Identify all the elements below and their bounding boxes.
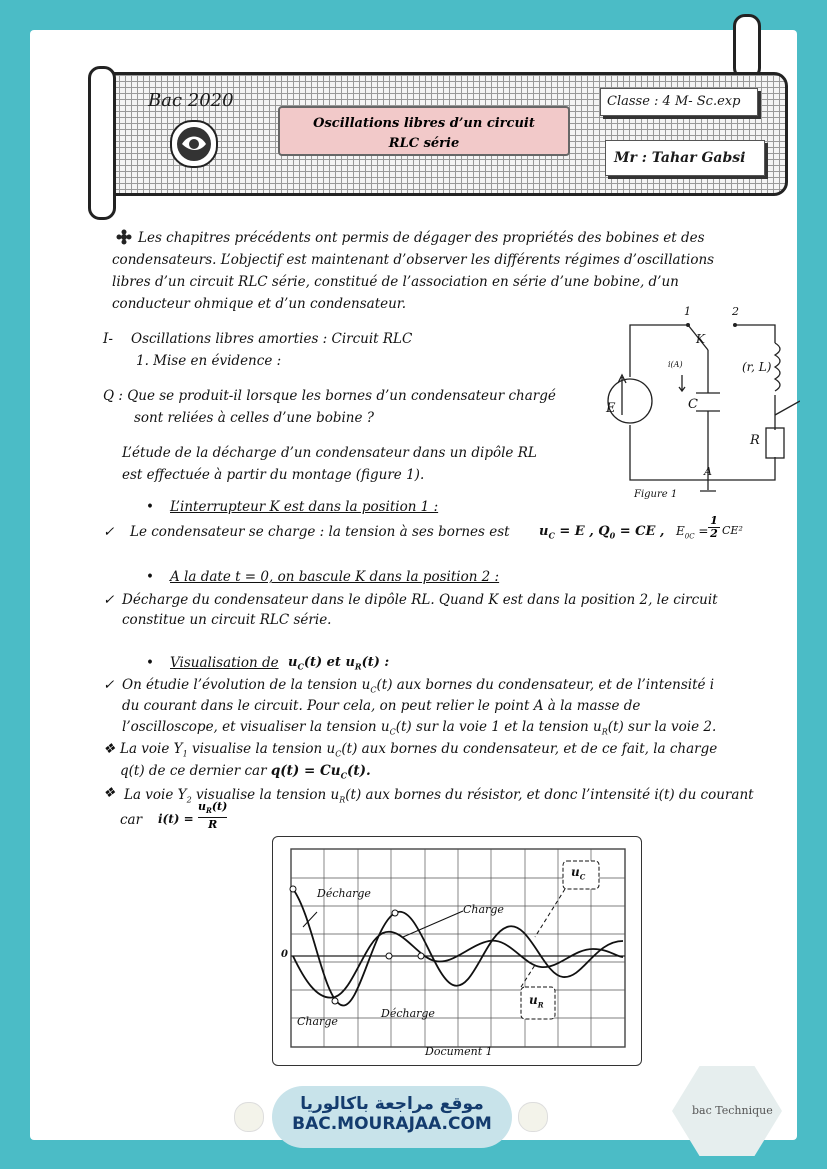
classe-box: Classe : 4 M- Sc.exp: [600, 88, 758, 116]
current-formula: i(t) =: [158, 812, 194, 826]
voie1-line-1: La voie $Y_1$ visualise la tension $u_C(t)$ aux bornes du condensateur, et de ce fait, la charge: [120, 741, 718, 759]
visualisation-label: Visualisation de: [170, 655, 279, 671]
intro-line-3: libres d’un circuit RLC série, constitué de l’association en série d’une bobine, d’un: [112, 274, 679, 290]
teacher-box: Mr : Tahar Gabsi: [605, 140, 765, 176]
bac-logo-icon: [172, 122, 216, 166]
title-line-2: RLC série: [388, 136, 460, 151]
current-fraction: $u_R(t)$ R: [198, 800, 228, 832]
label-decharge-top: Décharge: [317, 887, 371, 900]
intro-line-4: conducteur ohmique et d’un condensateur.: [112, 296, 407, 312]
discharge-line-1: Décharge du condensateur dans le dipôle RL. Quand K est dans la position 2, le circuit: [122, 592, 718, 608]
bullet-dot-3: •: [146, 655, 154, 671]
bac-year: Bac 2020: [148, 90, 234, 111]
current-label: i(A): [668, 360, 683, 369]
oscilloscope-screen: [273, 837, 641, 1065]
energy-tail: CE²: [722, 524, 743, 537]
bullet-dot-2: •: [146, 569, 154, 585]
intro-line-1: Les chapitres précédents ont permis de dégager des propriétés des bobines et des: [138, 230, 705, 246]
discharge-line-2: constitue un circuit RLC série.: [122, 612, 332, 628]
title-box: [278, 106, 570, 156]
bullet-switch-pos-2: A la date t = 0, on bascule K dans la position 2 :: [170, 569, 500, 585]
footer-logo-right: [518, 1102, 548, 1132]
voie2-car: car: [120, 812, 143, 828]
question-line-2: sont reliées à celles d’une bobine ?: [134, 410, 375, 426]
check-icon-1: ✓: [103, 524, 115, 540]
label-ur: $u_R$: [529, 993, 544, 1010]
switch-pos-1: 1: [684, 305, 691, 318]
charge-text: Le condensateur se charge : la tension à ses bornes est: [130, 524, 510, 540]
voie1-line-2: q(t) de ce dernier car $q(t) = Cu_C(t)$.: [120, 763, 371, 781]
evolution-line-1: On étudie l’évolution de la tension $u_C(t)$ aux bornes du condensateur, et de l’intensité i: [122, 677, 715, 695]
charge-formula: $u_C = E$ , $Q_0$ = CE ,: [539, 524, 665, 541]
section-number: I-: [103, 331, 113, 347]
resistor-label: R: [750, 433, 760, 448]
energy-formula: $E_{0C}$ =: [676, 524, 709, 541]
title-line-1: Oscillations libres d’un circuit: [313, 116, 535, 131]
generator-label: E: [606, 401, 616, 416]
energy-fraction: 1 2: [708, 515, 720, 540]
diamond-icon-1: ❖: [103, 741, 116, 757]
coil-label: (r, L): [742, 360, 772, 374]
oscilloscope-frame: [272, 836, 642, 1066]
flower-bullet-icon: [116, 229, 132, 249]
visualisation-math: $u_C(t)$ et $u_R(t)$ :: [288, 655, 390, 672]
intro-line-2: condensateurs. L’objectif est maintenant d’observer les différents régimes d’oscillations: [112, 252, 715, 268]
bullet-dot-1: •: [146, 499, 154, 515]
check-icon-3: ✓: [103, 677, 115, 693]
label-charge-bottom: Charge: [297, 1015, 338, 1028]
circuit-figure: [600, 305, 800, 505]
point-a-label: A: [704, 465, 712, 478]
study-line-1: L’étude de la décharge d’un condensateur dans un dipôle RL: [122, 445, 537, 461]
subsection-title: 1. Mise en évidence :: [136, 353, 282, 369]
footer-arabic: موقع مراجعة باكالوريا: [300, 1094, 484, 1114]
label-decharge-bottom: Décharge: [381, 1007, 435, 1020]
figure-caption: Figure 1: [634, 489, 678, 500]
voie2-line-1: La voie $Y_2$ visualise la tension $u_R(t)$ aux bornes du résistor, et donc l’intensité i(t) du courant: [124, 787, 754, 805]
section-title: Oscillations libres amorties : Circuit RLC: [131, 331, 413, 347]
label-charge-top: Charge: [463, 903, 504, 916]
capacitor-label: C: [688, 397, 698, 412]
bullet-switch-pos-1: L’interrupteur K est dans la position 1 :: [170, 499, 439, 515]
watermark-text: bac Technique: [692, 1104, 773, 1117]
question-line-1: Q : Que se produit-il lorsque les bornes d’un condensateur chargé: [103, 388, 556, 404]
switch-pos-2: 2: [732, 305, 739, 318]
bac-logo: [170, 120, 218, 168]
evolution-line-3: l’oscilloscope, et visualiser la tension $u_C(t)$ sur la voie 1 et la tension $u_R(t)$ sur la voie 2.: [122, 719, 717, 737]
document-caption: Document 1: [425, 1045, 493, 1058]
check-icon-2: ✓: [103, 592, 115, 608]
scroll-roll-right: [733, 14, 761, 80]
footer-logo-left: [234, 1102, 264, 1132]
diamond-icon-2: ❖: [103, 785, 116, 801]
scroll-roll-left: [88, 66, 116, 220]
study-line-2: est effectuée à partir du montage (figure 1).: [122, 467, 425, 483]
evolution-line-2: du courant dans le circuit. Pour cela, on peut relier le point A à la masse de: [122, 698, 641, 714]
switch-label: K: [696, 332, 705, 346]
footer-pill[interactable]: [272, 1086, 512, 1148]
label-zero: 0: [281, 949, 288, 960]
footer-url[interactable]: BAC.MOURAJAA.COM: [292, 1114, 492, 1134]
label-uc: $u_C$: [571, 865, 586, 882]
